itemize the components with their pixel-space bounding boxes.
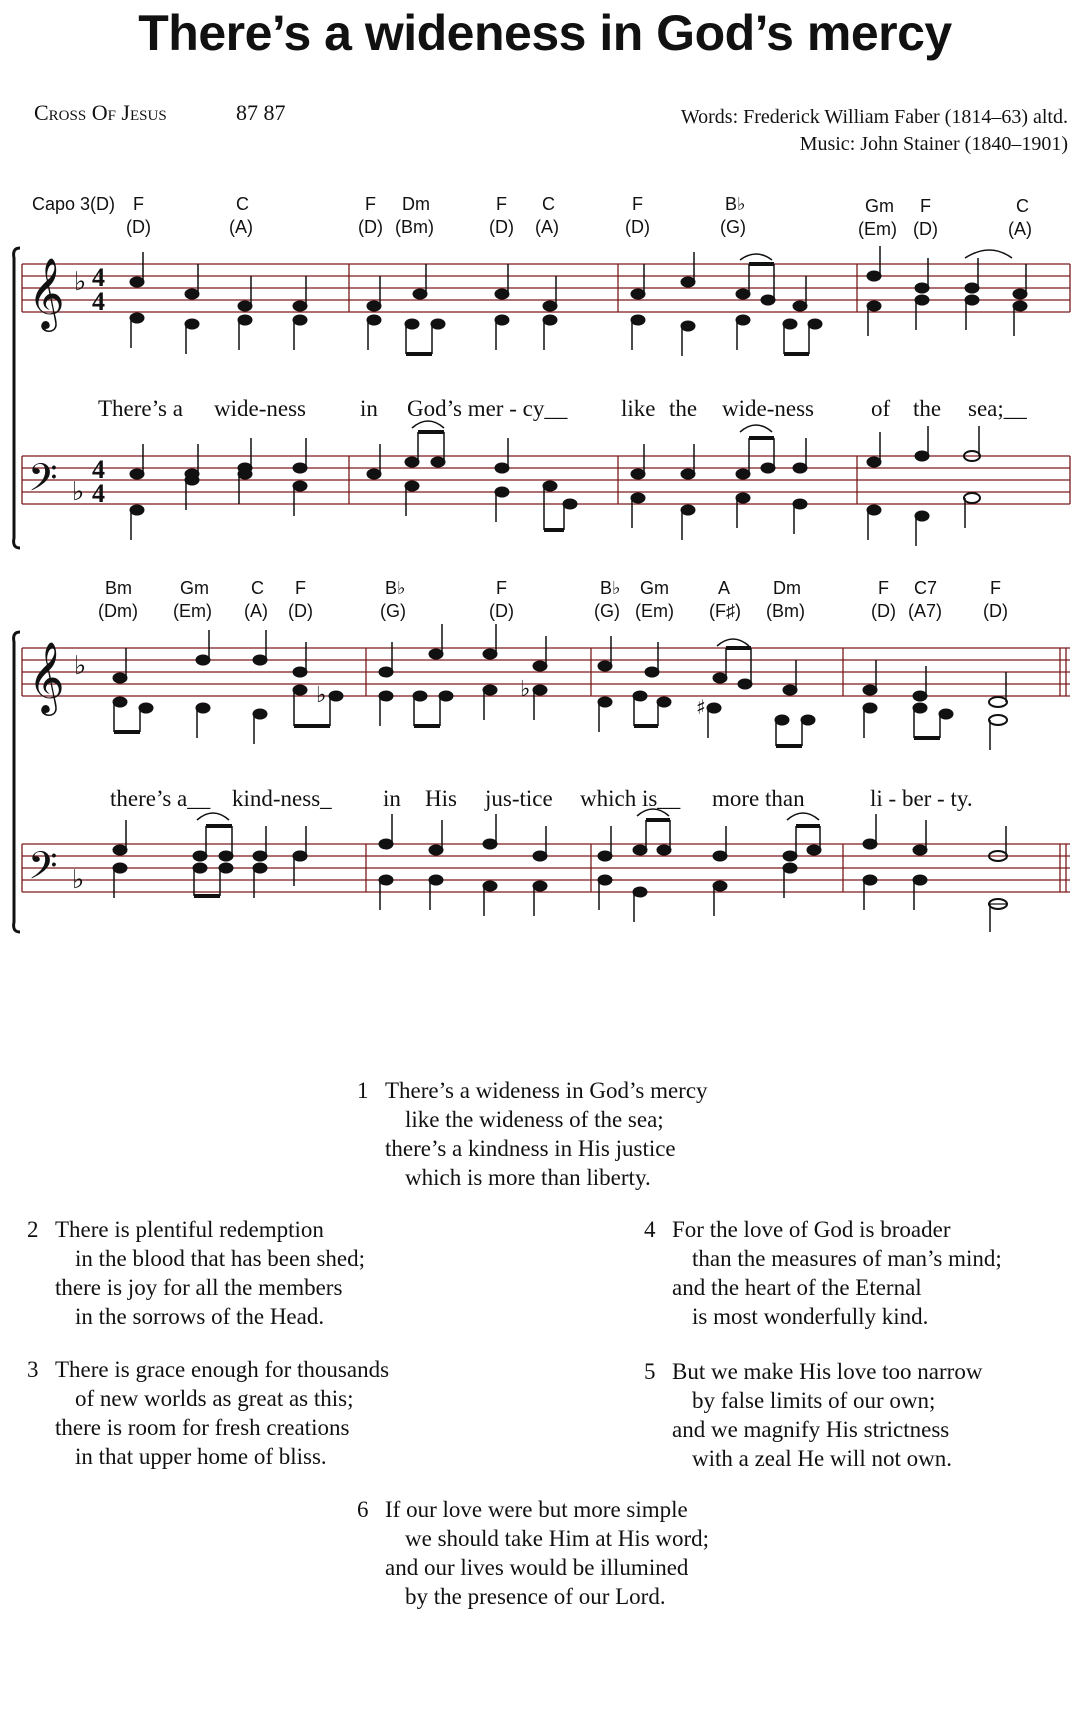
verse-number: 3 [27,1357,39,1382]
verse-line: If our love were but more simple [385,1497,688,1522]
treble-notes [130,246,1027,356]
time-signature: 4 [92,479,105,508]
verse-line: There’s a wideness in God’s mercy [385,1078,708,1103]
chord-symbol: F [990,578,1001,598]
system-bracket [14,248,20,548]
chord-symbol: F [920,196,931,216]
verse-line: like the wideness of the sea; [405,1107,664,1132]
lyric: There’s a [98,396,183,421]
treble-clef-icon: 𝄞 [28,256,65,329]
chord-alt: (A) [244,601,268,621]
chord-symbol: B♭ [725,194,746,214]
credits [681,104,1068,158]
verse-line: there’s a kindness in His justice [385,1136,676,1161]
chord-symbol: C [236,194,249,214]
capo-label: Capo 3(D) [32,194,116,214]
chord-symbol: Dm [773,578,801,598]
verse-line: There is grace enough for thousands [55,1357,390,1382]
lyric: of [871,396,891,421]
chord-symbol: F [365,194,376,214]
chord-alt: (Em) [173,601,212,621]
verse-line: which is more than liberty. [405,1165,651,1190]
verse-number: 4 [644,1217,656,1242]
music-credit: Music: John Stainer (1840–1901) [799,133,1068,155]
system-1-chords [126,194,1032,239]
chord-alt: (Em) [635,601,674,621]
system-1-lyrics [98,396,1027,421]
bass-staff [22,456,1070,504]
chord-symbol: F [496,194,507,214]
verse-number: 2 [27,1217,39,1242]
chord-alt: (F♯) [709,601,741,621]
chord-symbol: Gm [865,196,894,216]
lyric: the [913,396,942,421]
treble-clef-icon: 𝄞 [28,640,65,713]
treble-notes [113,624,1007,750]
music-score [0,180,1090,1030]
system-2 [14,578,1070,932]
chord-symbol: C [1016,196,1029,216]
chord-alt: (Dm) [98,601,138,621]
verse-line: by the presence of our Lord. [405,1584,666,1609]
lyric: in [360,396,378,421]
words-credit: Words: Frederick William Faber (1814–63) altd. [680,106,1068,128]
lyric: like [621,396,656,421]
chord-alt: (D) [489,217,514,237]
bass-clef-icon: 𝄢 [28,843,58,897]
chord-alt: (D) [358,217,383,237]
svg-text:♯: ♯ [696,695,706,719]
verse-line: by false limits of our own; [692,1388,936,1413]
system-1 [14,194,1070,548]
verse-line: is most wonderfully kind. [692,1304,929,1329]
chord-symbol: F [632,194,643,214]
chord-alt: (D) [625,217,650,237]
verse-3 [27,1355,390,1471]
chord-symbol: Gm [640,578,669,598]
verse-line: we should take Him at His word; [405,1526,710,1551]
verse-number: 1 [357,1078,369,1103]
lyric: His [425,786,457,811]
meter: 87 87 [236,100,286,125]
verse-line: there is room for fresh creations [55,1415,350,1440]
verse-1 [357,1076,708,1192]
chord-symbol: C [542,194,555,214]
flat-key-icon: ♭ [72,477,85,507]
chord-symbol: Bm [105,578,132,598]
lyric: God’s mer - cy__ [407,396,568,421]
chord-symbol: A [718,578,731,598]
bass-clef-icon: 𝄢 [28,455,58,509]
chord-alt: (G) [380,601,406,621]
time-signature: 4 [92,455,105,484]
lyric: in [383,786,401,811]
chord-alt: (D) [489,601,514,621]
verse-line: in that upper home of bliss. [75,1444,327,1469]
chord-alt: (D) [913,219,938,239]
chord-alt: (D) [983,601,1008,621]
flat-key-icon: ♭ [74,651,87,681]
chord-alt: (A) [229,217,253,237]
verse-number: 5 [644,1359,656,1384]
chord-alt: (A) [535,217,559,237]
svg-text:♭: ♭ [316,683,327,708]
lyric: wide-ness [214,396,306,421]
svg-text:♭: ♭ [520,677,531,702]
verse-number: 6 [357,1497,369,1522]
chord-alt: (D) [288,601,313,621]
verse-line: and the heart of the Eternal [672,1275,922,1300]
bass-notes [130,421,980,546]
chord-symbol: B♭ [385,578,406,598]
lyric: there’s a__ [110,786,211,811]
system-bracket [14,632,20,932]
verse-line: of new worlds as great as this; [75,1386,354,1411]
verse-2 [27,1215,365,1331]
chord-symbol: Dm [402,194,430,214]
chord-alt: (Bm) [395,217,434,237]
chord-alt: (A7) [908,601,943,621]
flat-key-icon: ♭ [72,865,85,895]
chord-symbol: F [295,578,306,598]
chord-symbol: Gm [180,578,209,598]
lyric: kind-ness_ [232,786,332,811]
lyric: li - ber - ty. [870,786,973,811]
verse-4 [644,1215,1002,1331]
verse-6 [357,1495,710,1611]
lyric: more than [712,786,805,811]
verse-line: There is plentiful redemption [55,1217,324,1242]
tune-name: Cross Of Jesus [34,100,167,125]
verse-line: For the love of God is broader [672,1217,951,1242]
chord-symbol: F [133,194,144,214]
flat-key-icon: ♭ [74,267,87,297]
chord-alt: (Bm) [766,601,805,621]
chord-alt: (G) [594,601,620,621]
time-signature: 4 [92,263,105,292]
verse-line: with a zeal He will not own. [692,1446,952,1471]
lyric: which is__ [580,786,681,811]
chord-alt: (D) [871,601,896,621]
chord-alt: (D) [126,217,151,237]
verse-line: in the sorrows of the Head. [75,1304,325,1329]
chord-symbol: C [251,578,264,598]
verse-5 [644,1357,983,1473]
system-2-lyrics [110,786,973,811]
system-2-chords [98,578,1008,621]
chord-symbol: C7 [914,578,938,598]
lyric: wide-ness [722,396,814,421]
verse-line: there is joy for all the members [55,1275,343,1300]
hymn-title: There’s a wideness in God’s mercy [138,5,952,61]
lyric: jus-tice [485,786,553,811]
chord-symbol: F [496,578,507,598]
lyric: sea;__ [968,396,1027,421]
bass-notes [113,809,1008,932]
chord-symbol: F [878,578,889,598]
chord-symbol: B♭ [600,578,621,598]
chord-alt: (Em) [858,219,897,239]
verse-line: in the blood that has been shed; [75,1246,365,1271]
chord-alt: (A) [1008,219,1032,239]
lyric: the [669,396,698,421]
verse-line: and our lives would be illumined [385,1555,689,1580]
time-signature: 4 [92,287,105,316]
chord-alt: (G) [720,217,746,237]
verse-line: and we magnify His strictness [672,1417,950,1442]
verse-line: But we make His love too narrow [672,1359,983,1384]
verse-line: than the measures of man’s mind; [692,1246,1002,1271]
